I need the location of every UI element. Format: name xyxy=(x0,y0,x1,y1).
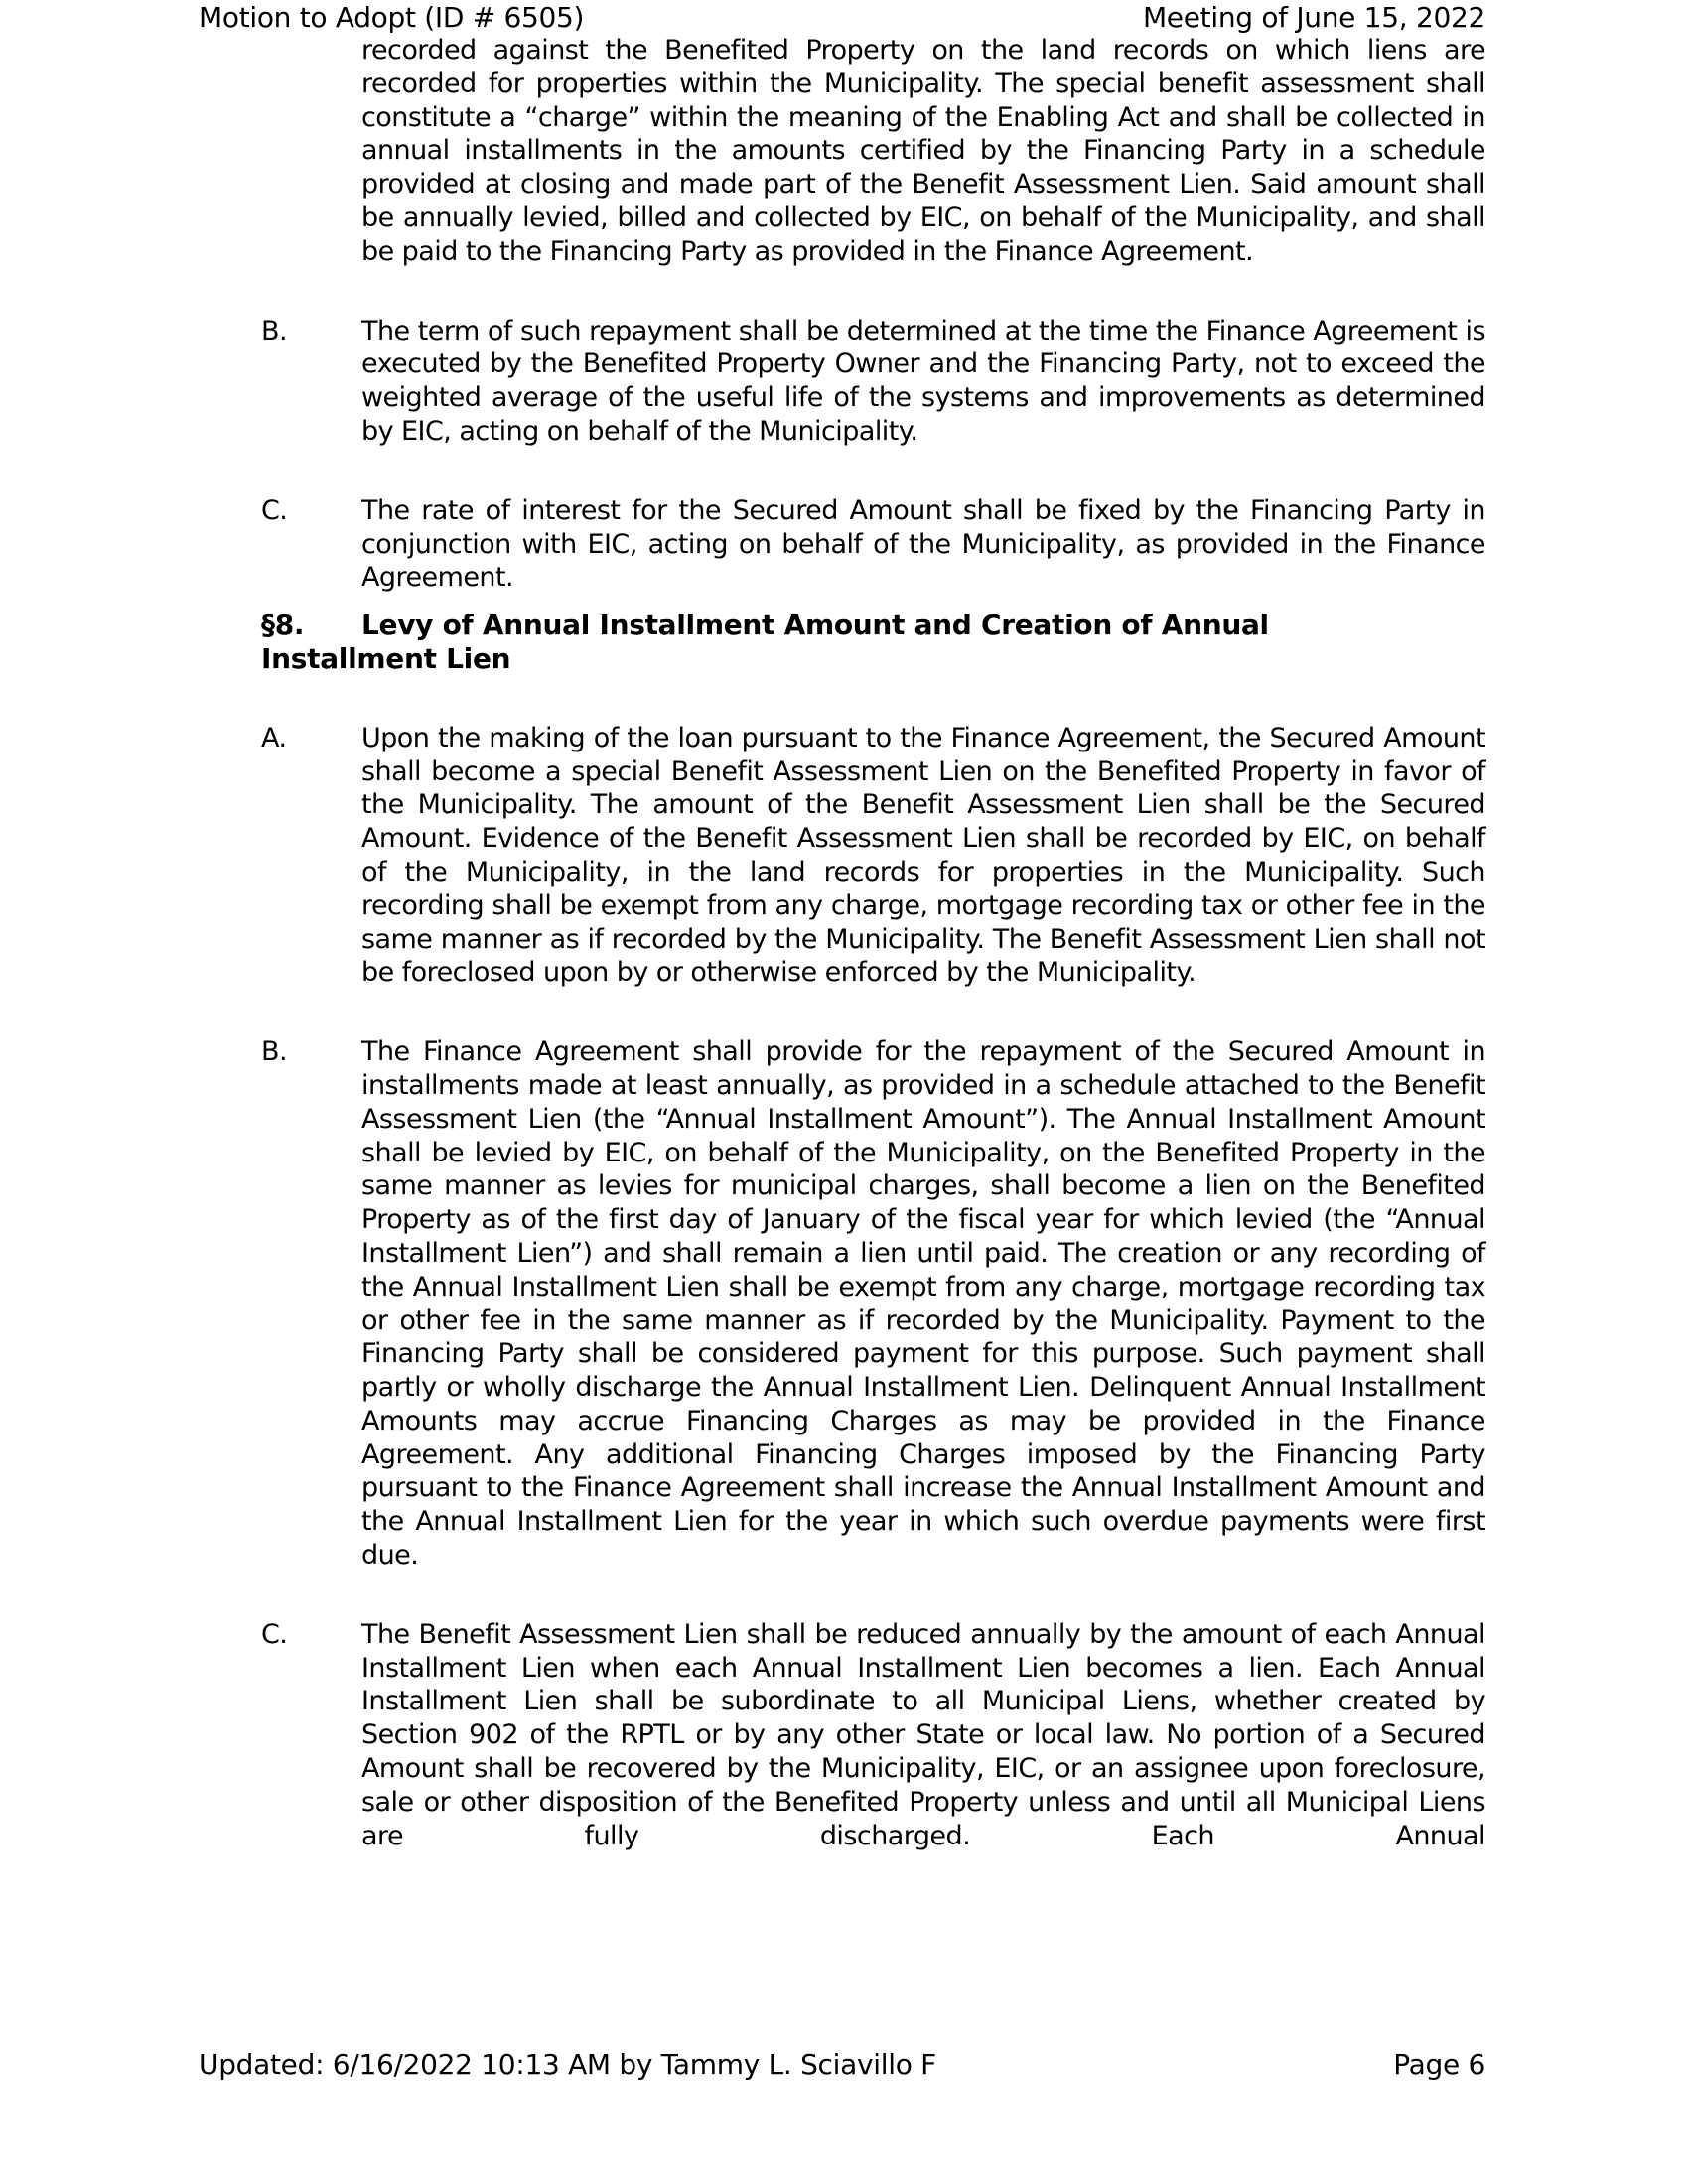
page-footer xyxy=(199,2047,1485,2083)
header-motion-id: Motion to Adopt (ID # 6505) xyxy=(199,1,585,34)
paragraph-text: recorded against the Benefited Property on the land records on which liens are recorded for properties within the Municipality. The special benefit assessment shall constitute a “charge” within the meaning of the Enabling Act and shall be collected in annual installments in the amounts certified by the Financing Party in a schedule provided at closing and made part of the Benefit Assessment Lien. Said amount shall be annually levied, billed and collected by EIC, on behalf of the Municipality, and shall be paid to the Financing Party as provided in the Finance Agreement. xyxy=(361,35,1485,267)
item-marker: B. xyxy=(261,1036,288,1068)
document-body xyxy=(261,34,1485,1852)
item-text: The term of such repayment shall be determined at the time the Finance Agreement is executed by the Benefited Property Owner and the Financing Party, not to exceed the weighted average of the useful life of the systems and improvements as determined by EIC, acting on behalf of the Municipality. xyxy=(361,315,1485,447)
item-text: The Finance Agreement shall provide for the repayment of the Secured Amount in installments made at least annually, as provided in a schedule attached to the Benefit Assessment Lien (the “Annual Installment Amount”). The Annual Installment Amount shall be levied by EIC, on behalf of the Municipality, on the Benefited Property in the same manner as levies for municipal charges, shall become a lien on the Benefited Property as of the first day of January of the fiscal year for which levied (the “Annual Installment Lien”) and shall remain a lien until paid. The creation or any recording of the Annual Installment Lien shall be exempt from any charge, mortgage recording tax or other fee in the same manner as if recorded by the Municipality. Payment to the Financing Party shall be considered payment for this purpose. Such payment shall partly or wholly discharge the Annual Installment Lien. Delinquent Annual Installment Amounts may accrue Financing Charges as may be provided in the Finance Agreement. Any additional Financing Charges imposed by the Financing Party pursuant to the Finance Agreement shall increase the Annual Installment Amount and the Annual Installment Lien for the year in which such overdue payments were first due. xyxy=(361,1036,1485,1571)
item-marker: C. xyxy=(261,1618,288,1650)
page-header xyxy=(199,0,1485,36)
section8-item-a xyxy=(261,722,1485,990)
section-heading xyxy=(261,609,1314,676)
section-number: §8. xyxy=(261,609,305,642)
item-text: The rate of interest for the Secured Amount shall be fixed by the Financing Party in conjunction with EIC, acting on behalf of the Municipality, as provided in the Finance Agreement. xyxy=(361,494,1485,594)
header-meeting-date: Meeting of June 15, 2022 xyxy=(1142,1,1485,34)
item-text: Upon the making of the loan pursuant to the Finance Agreement, the Secured Amount shall become a special Benefit Assessment Lien on the Benefited Property in favor of the Municipality. The amount of the Benefit Assessment Lien shall be the Secured Amount. Evidence of the Benefit Assessment Lien shall be recorded by EIC, on behalf of the Municipality, in the land records for properties in the Municipality. Such recording shall be exempt from any charge, mortgage recording tax or other fee in the same manner as if recorded by the Municipality. The Benefit Assessment Lien shall not be foreclosed upon by or otherwise enforced by the Municipality. xyxy=(361,722,1485,989)
item-marker: A. xyxy=(261,722,287,753)
section-title: Levy of Annual Installment Amount and Creation of Annual Installment Lien xyxy=(261,609,1269,675)
item-marker: C. xyxy=(261,494,288,526)
section8-item-c xyxy=(261,1618,1485,1853)
item-text: The Benefit Assessment Lien shall be reduced annually by the amount of each Annual Installment Lien when each Annual Installment Lien becomes a lien. Each Annual Installment Lien shall be subordinate to all Municipal Liens, whether created by Section 902 of the RPTL or by any other State or local law. No portion of a Secured Amount shall be recovered by the Municipality, EIC, or an assignee upon foreclosure, sale or other disposition of the Benefited Property unless and until all Municipal Liens are fully discharged. Each Annual xyxy=(361,1618,1485,1851)
continued-paragraph xyxy=(261,34,1485,269)
page-number: Page 6 xyxy=(1393,2048,1485,2081)
section7-item-b xyxy=(261,315,1485,449)
item-marker: B. xyxy=(261,315,288,346)
section7-item-c xyxy=(261,494,1485,595)
section8-item-b xyxy=(261,1035,1485,1572)
footer-updated-info: Updated: 6/16/2022 10:13 AM by Tammy L. Sciavillo F xyxy=(199,2048,936,2081)
